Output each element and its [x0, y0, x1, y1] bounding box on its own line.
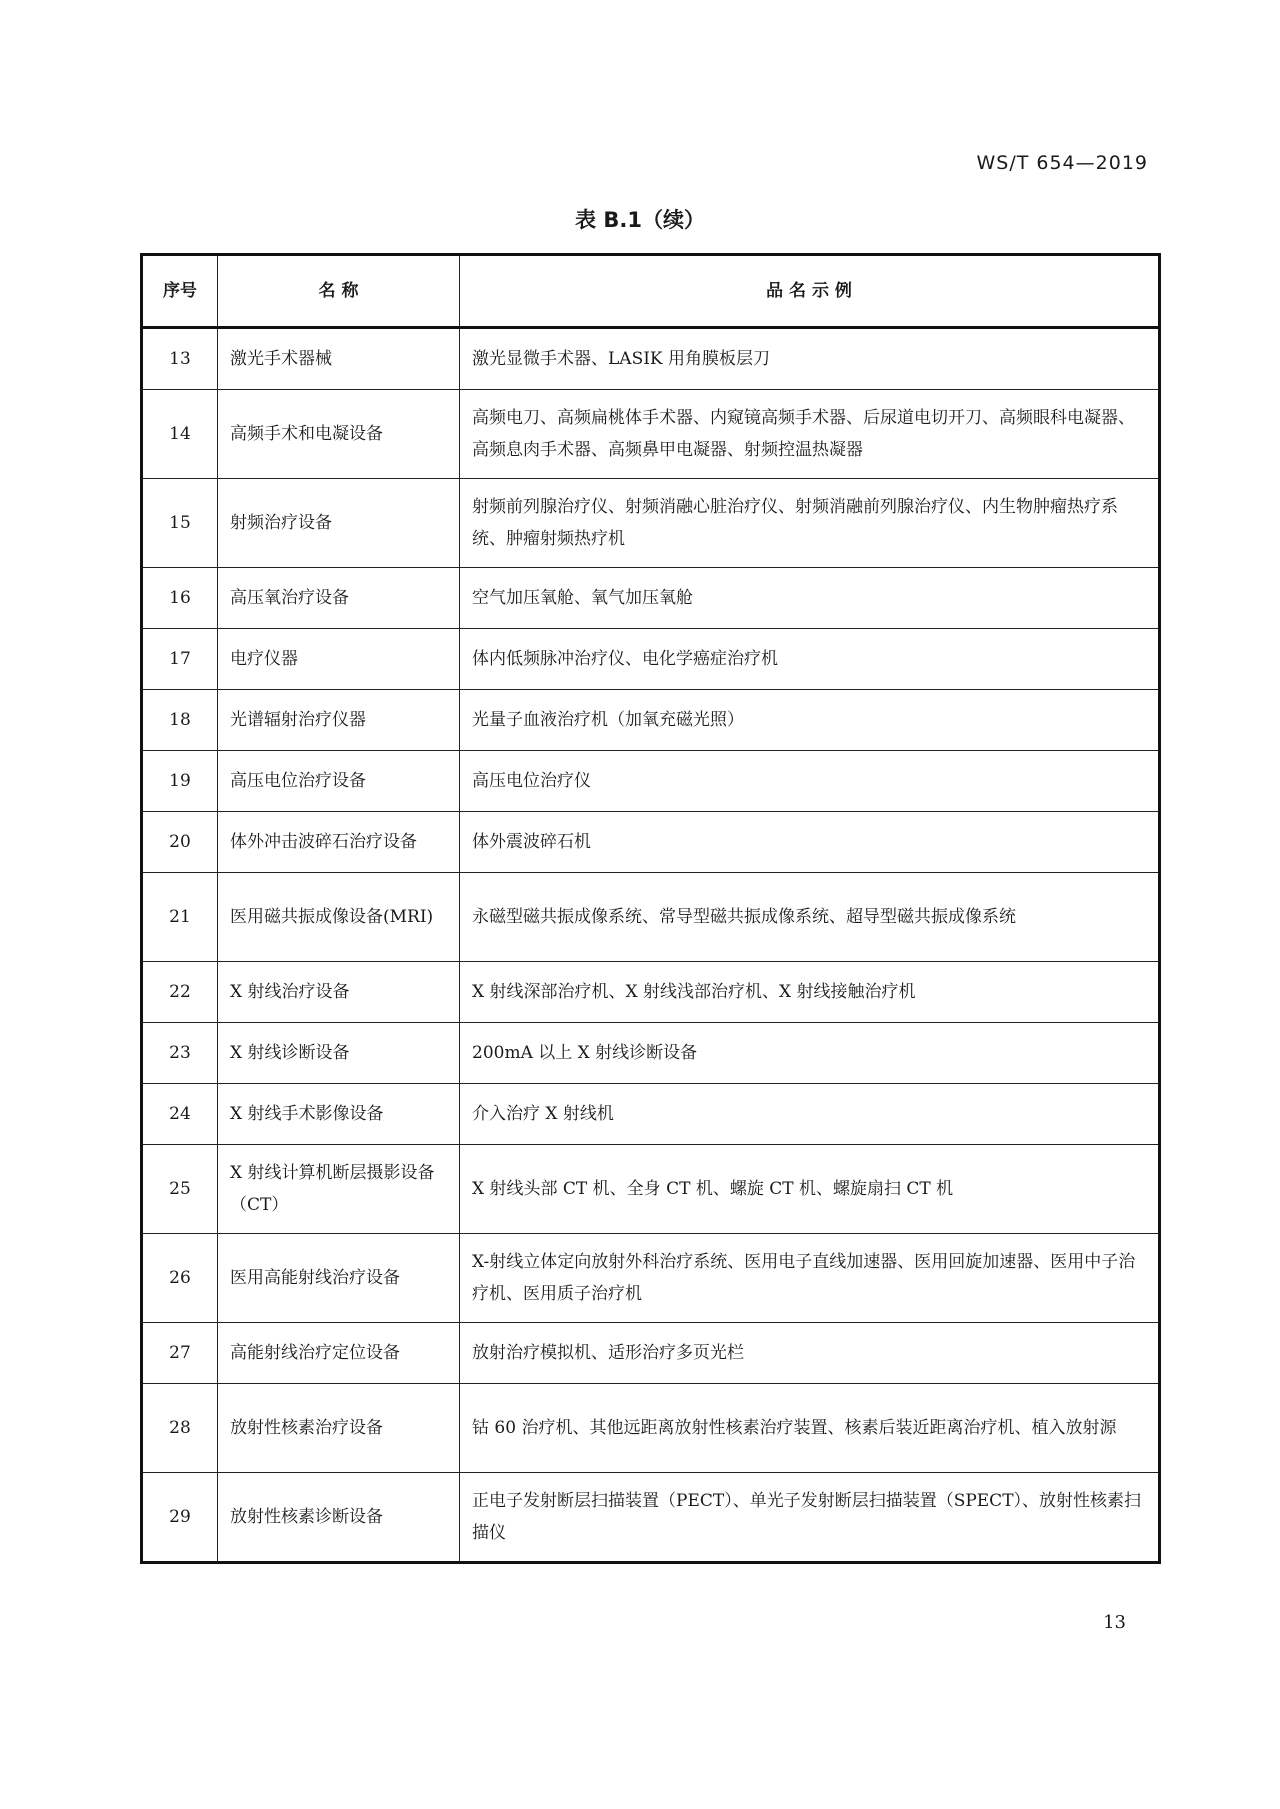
equipment-table: [140, 253, 1161, 1564]
row-name: 医用高能射线治疗设备: [218, 1234, 460, 1323]
row-name: 射频治疗设备: [218, 479, 460, 568]
row-index: 28: [142, 1384, 218, 1473]
table-row: [142, 328, 1160, 390]
table-row: [142, 1234, 1160, 1323]
row-examples: X 射线头部 CT 机、全身 CT 机、螺旋 CT 机、螺旋扇扫 CT 机: [460, 1145, 1160, 1234]
row-examples: X-射线立体定向放射外科治疗系统、医用电子直线加速器、医用回旋加速器、医用中子治疗机、医用质子治疗机: [460, 1234, 1160, 1323]
row-examples: 射频前列腺治疗仪、射频消融心脏治疗仪、射频消融前列腺治疗仪、内生物肿瘤热疗系统、肿瘤射频热疗机: [460, 479, 1160, 568]
row-name: 高压氧治疗设备: [218, 568, 460, 629]
row-index: 23: [142, 1023, 218, 1084]
row-name: X 射线计算机断层摄影设备（CT）: [218, 1145, 460, 1234]
row-index: 14: [142, 390, 218, 479]
row-index: 24: [142, 1084, 218, 1145]
row-name: 体外冲击波碎石治疗设备: [218, 812, 460, 873]
row-index: 15: [142, 479, 218, 568]
table-row: [142, 751, 1160, 812]
column-header-examples: 品 名 示 例: [460, 255, 1160, 328]
standard-code: WS/T 654—2019: [976, 152, 1148, 174]
table-row: [142, 962, 1160, 1023]
table-row: [142, 1145, 1160, 1234]
row-name: 高频手术和电凝设备: [218, 390, 460, 479]
table-row: [142, 390, 1160, 479]
page-number: 13: [1103, 1612, 1126, 1633]
table-row: [142, 1323, 1160, 1384]
row-examples: X 射线深部治疗机、X 射线浅部治疗机、X 射线接触治疗机: [460, 962, 1160, 1023]
row-index: 29: [142, 1473, 218, 1563]
row-name: 电疗仪器: [218, 629, 460, 690]
row-name: 光谱辐射治疗仪器: [218, 690, 460, 751]
row-index: 27: [142, 1323, 218, 1384]
table-row: [142, 1023, 1160, 1084]
row-name: 放射性核素治疗设备: [218, 1384, 460, 1473]
row-examples: 放射治疗模拟机、适形治疗多页光栏: [460, 1323, 1160, 1384]
row-name: 放射性核素诊断设备: [218, 1473, 460, 1563]
table-row: [142, 1084, 1160, 1145]
row-name: X 射线手术影像设备: [218, 1084, 460, 1145]
table-row: [142, 873, 1160, 962]
row-index: 25: [142, 1145, 218, 1234]
row-index: 18: [142, 690, 218, 751]
column-header-index: 序号: [142, 255, 218, 328]
row-name: X 射线治疗设备: [218, 962, 460, 1023]
row-index: 13: [142, 328, 218, 390]
row-examples: 空气加压氧舱、氧气加压氧舱: [460, 568, 1160, 629]
column-header-name: 名 称: [218, 255, 460, 328]
row-examples: 介入治疗 X 射线机: [460, 1084, 1160, 1145]
row-examples: 200mA 以上 X 射线诊断设备: [460, 1023, 1160, 1084]
row-examples: 激光显微手术器、LASIK 用角膜板层刀: [460, 328, 1160, 390]
row-examples: 永磁型磁共振成像系统、常导型磁共振成像系统、超导型磁共振成像系统: [460, 873, 1160, 962]
table-row: [142, 812, 1160, 873]
row-examples: 体内低频脉冲治疗仪、电化学癌症治疗机: [460, 629, 1160, 690]
row-examples: 高频电刀、高频扁桃体手术器、内窥镜高频手术器、后尿道电切开刀、高频眼科电凝器、高频息肉手术器、高频鼻甲电凝器、射频控温热凝器: [460, 390, 1160, 479]
row-index: 17: [142, 629, 218, 690]
table-row: [142, 629, 1160, 690]
row-name: 医用磁共振成像设备(MRI): [218, 873, 460, 962]
row-name: 高能射线治疗定位设备: [218, 1323, 460, 1384]
row-name: X 射线诊断设备: [218, 1023, 460, 1084]
row-examples: 高压电位治疗仪: [460, 751, 1160, 812]
table-row: [142, 1384, 1160, 1473]
table-header-row: [142, 255, 1160, 328]
row-examples: 光量子血液治疗机（加氧充磁光照）: [460, 690, 1160, 751]
row-index: 19: [142, 751, 218, 812]
row-examples: 体外震波碎石机: [460, 812, 1160, 873]
table-caption: 表 B.1（续）: [575, 208, 705, 232]
table-row: [142, 690, 1160, 751]
row-examples: 正电子发射断层扫描装置（PECT）、单光子发射断层扫描装置（SPECT）、放射性核素扫描仪: [460, 1473, 1160, 1563]
table-row: [142, 479, 1160, 568]
row-index: 22: [142, 962, 218, 1023]
row-name: 激光手术器械: [218, 328, 460, 390]
row-examples: 钴 60 治疗机、其他远距离放射性核素治疗装置、核素后装近距离治疗机、植入放射源: [460, 1384, 1160, 1473]
row-index: 16: [142, 568, 218, 629]
row-index: 26: [142, 1234, 218, 1323]
row-index: 20: [142, 812, 218, 873]
row-index: 21: [142, 873, 218, 962]
row-name: 高压电位治疗设备: [218, 751, 460, 812]
table-row: [142, 568, 1160, 629]
table-row: [142, 1473, 1160, 1563]
